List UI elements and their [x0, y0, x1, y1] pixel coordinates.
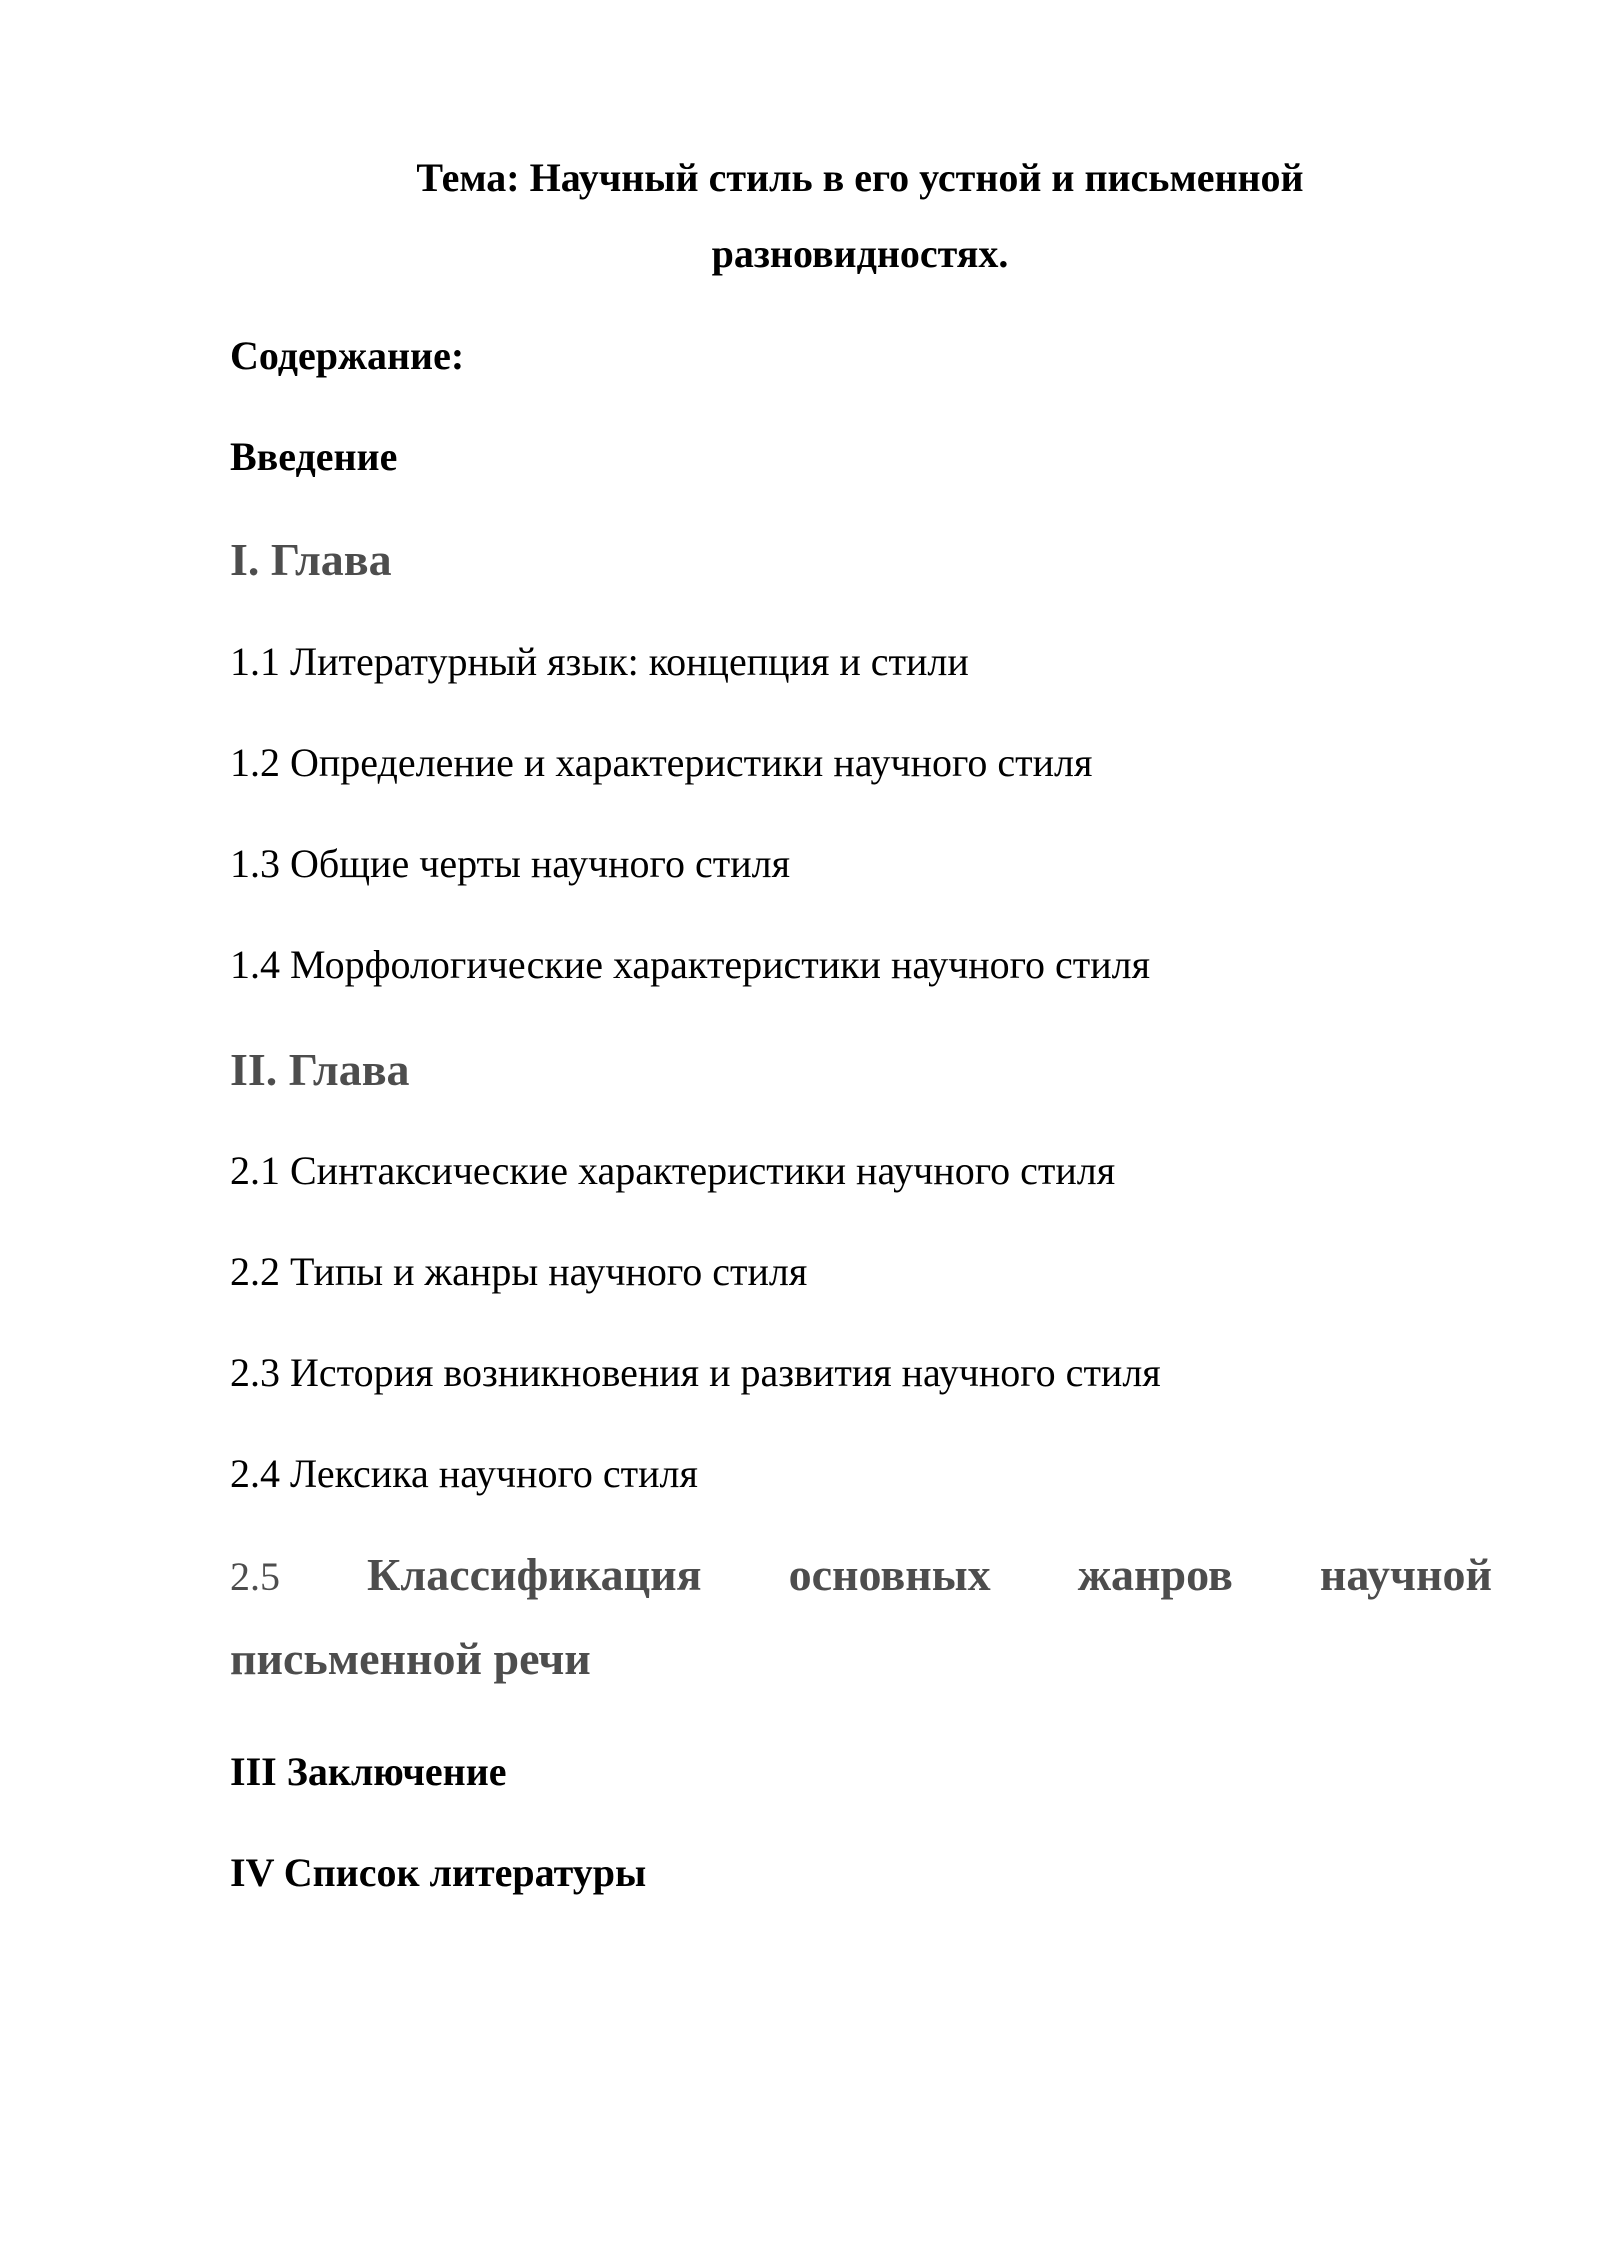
- toc-item-2-2: 2.2 Типы и жанры научного стиля: [230, 1249, 808, 1294]
- toc-item-1-4: 1.4 Морфологические характеристики научного стиля: [230, 942, 1151, 987]
- toc-item-2-5-line-1: [230, 1549, 1492, 1600]
- toc-item-2-5-word-1: Классификация: [367, 1549, 702, 1600]
- toc-item-1-2: 1.2 Определение и характеристики научного стиля: [230, 740, 1093, 785]
- toc-item-2-5-word-3: жанров: [1077, 1549, 1233, 1600]
- toc-item-2-5-word-4: научной: [1319, 1549, 1492, 1600]
- toc-item-2-5-word-2: основных: [788, 1549, 991, 1600]
- toc-chapter-2: II. Глава: [230, 1044, 410, 1095]
- toc-conclusion: III Заключение: [230, 1749, 507, 1794]
- toc-item-1-3: 1.3 Общие черты научного стиля: [230, 841, 790, 886]
- toc-item-2-4: 2.4 Лексика научного стиля: [230, 1451, 698, 1496]
- document-title-line-2: разновидностях.: [711, 231, 1009, 276]
- toc-item-2-3: 2.3 История возникновения и развития научного стиля: [230, 1350, 1161, 1395]
- document-title-line-1: Тема: Научный стиль в его устной и письменной: [416, 155, 1304, 200]
- contents-heading: Содержание:: [230, 333, 465, 378]
- toc-item-2-5-number: 2.5: [230, 1554, 280, 1599]
- toc-item-1-1: 1.1 Литературный язык: концепция и стили: [230, 639, 969, 684]
- toc-item-2-5-line-2: письменной речи: [230, 1633, 591, 1684]
- toc-introduction: Введение: [230, 434, 398, 479]
- toc-bibliography: IV Список литературы: [230, 1850, 647, 1895]
- toc-chapter-1: I. Глава: [230, 534, 392, 585]
- toc-item-2-1: 2.1 Синтаксические характеристики научного стиля: [230, 1148, 1116, 1193]
